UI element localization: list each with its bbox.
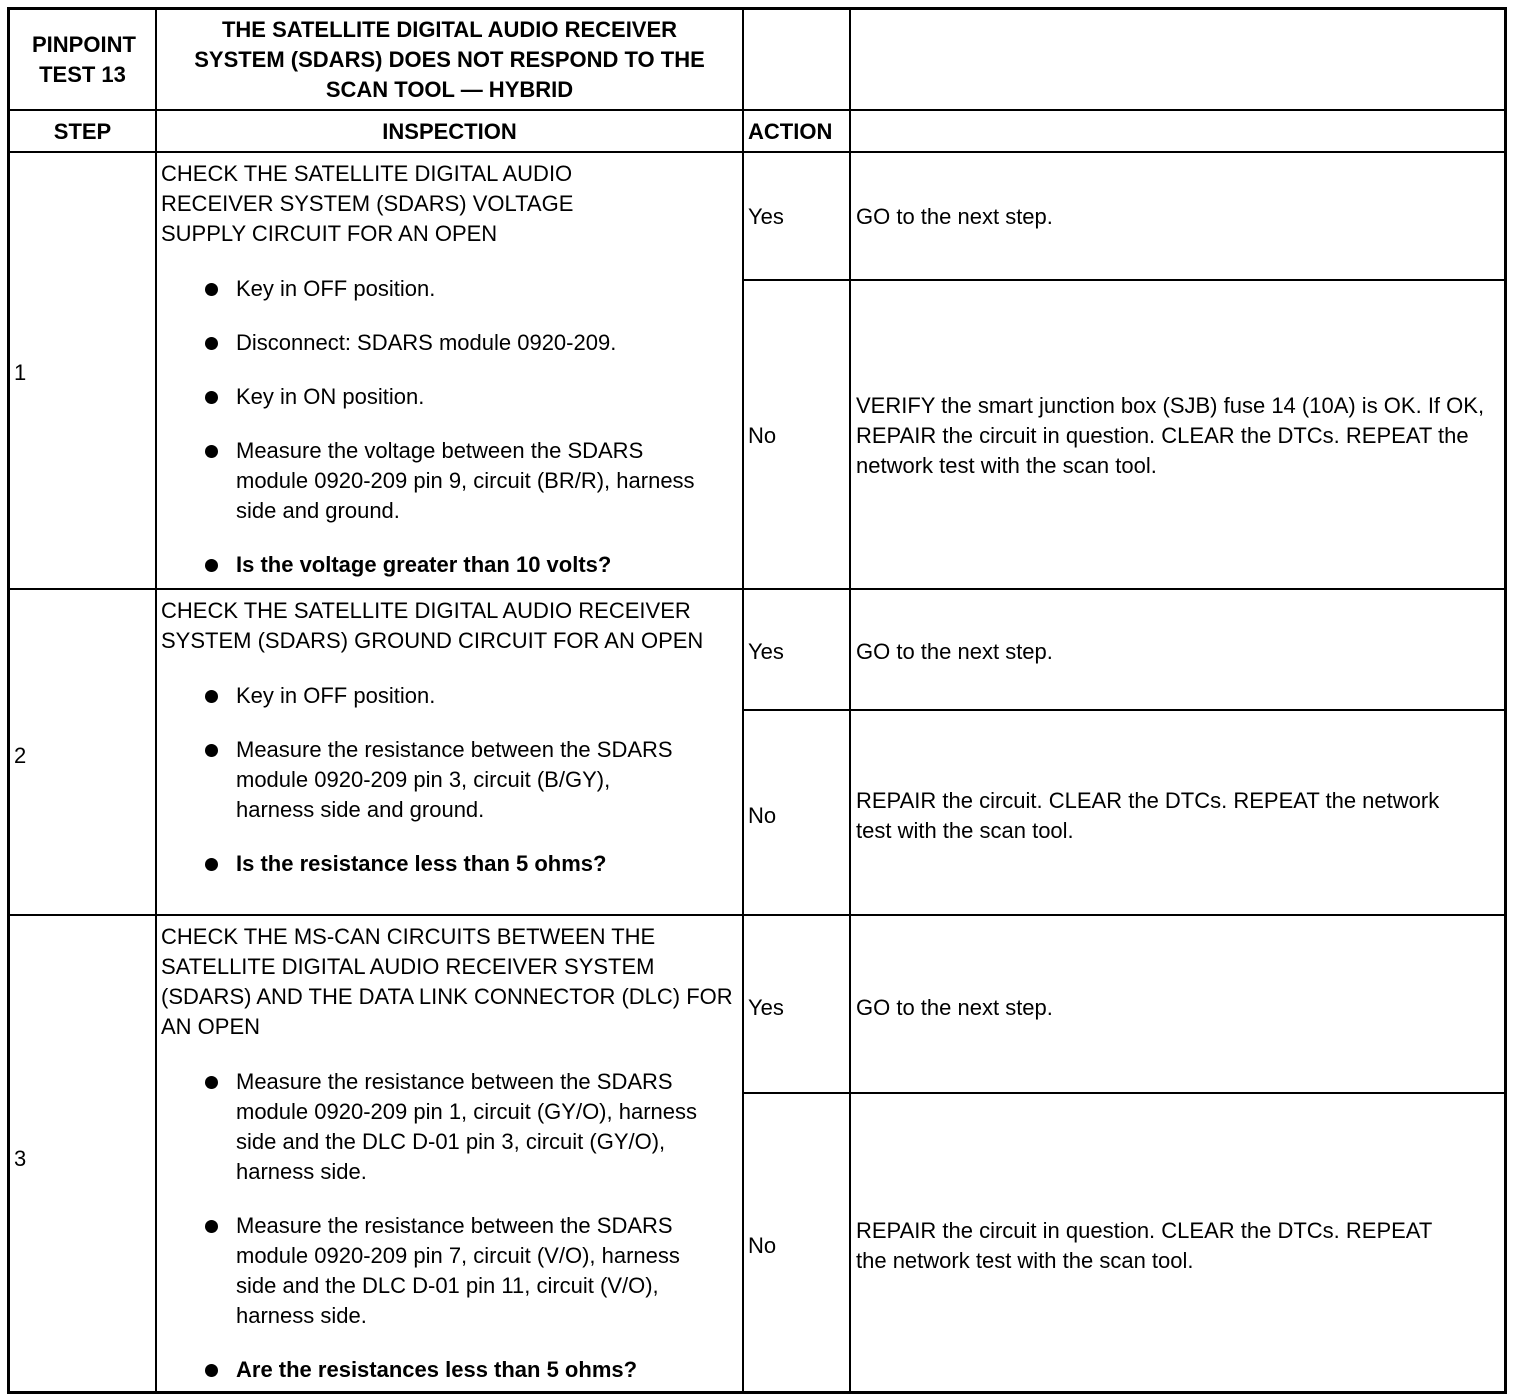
no-action: REPAIR the circuit. CLEAR the DTCs. REPEAT the network test with the scan tool. (856, 788, 1440, 843)
row-divider (10, 588, 1504, 590)
step-question: Are the resistances less than 5 ohms? (161, 1355, 741, 1385)
no-action: REPAIR the circuit in question. CLEAR the DTCs. REPEAT the network test with the scan tool. (856, 1218, 1432, 1273)
step-title: CHECK THE SATELLITE DIGITAL AUDIO RECEIVER SYSTEM (SDARS) VOLTAGE SUPPLY CIRCUIT FOR AN OPEN (161, 161, 574, 246)
instruction-item: Key in OFF position. (161, 681, 741, 711)
step-number: 1 (14, 360, 27, 385)
step-instructions (161, 274, 741, 580)
instruction-item: Measure the resistance between the SDARS module 0920-209 pin 3, circuit (B/GY), harness side and ground. (161, 735, 741, 825)
yes-label: Yes (748, 995, 784, 1020)
step-question: Is the voltage greater than 10 volts? (161, 550, 741, 580)
instruction-item: Measure the resistance between the SDARS module 0920-209 pin 1, circuit (GY/O), harness side and the DLC D-01 pin 3, circuit (GY/O), harness side. (161, 1067, 741, 1187)
step-instructions (161, 681, 741, 879)
step-number: 2 (14, 743, 27, 768)
column-divider (742, 10, 744, 1391)
instruction-item: Key in ON position. (161, 382, 741, 412)
column-header-inspection: INSPECTION (382, 119, 517, 144)
step-question: Is the resistance less than 5 ohms? (161, 849, 741, 879)
step-title: CHECK THE SATELLITE DIGITAL AUDIO RECEIVER SYSTEM (SDARS) GROUND CIRCUIT FOR AN OPEN (161, 598, 704, 653)
column-divider (849, 10, 851, 1391)
instruction-item: Measure the resistance between the SDARS module 0920-209 pin 7, circuit (V/O), harness side and the DLC D-01 pin 11, circuit (V/O), harness side. (161, 1211, 741, 1331)
column-header-action: ACTION (748, 119, 833, 144)
row-divider (10, 109, 1504, 111)
row-divider (10, 914, 1504, 916)
instruction-item: Key in OFF position. (161, 274, 741, 304)
no-label: No (748, 803, 777, 828)
yes-label: Yes (748, 639, 784, 664)
step-inspection (161, 159, 741, 580)
row-divider (742, 1092, 1504, 1094)
column-header-step: STEP (53, 119, 112, 144)
step-title: CHECK THE MS-CAN CIRCUITS BETWEEN THE SATELLITE DIGITAL AUDIO RECEIVER SYSTEM (SDARS) AND THE DATA LINK CONNECTOR (DLC) FOR AN OPEN (161, 924, 733, 1039)
no-label: No (748, 1233, 777, 1258)
step-inspection (161, 922, 741, 1385)
instruction-item: Disconnect: SDARS module 0920-209. (161, 328, 741, 358)
step-instructions (161, 1067, 741, 1385)
no-label: No (748, 423, 777, 448)
yes-label: Yes (748, 204, 784, 229)
row-divider (10, 151, 1504, 153)
column-divider (155, 10, 157, 1391)
yes-action: GO to the next step. (856, 204, 1053, 229)
step-inspection (161, 596, 741, 879)
no-action: VERIFY the smart junction box (SJB) fuse 14 (10A) is OK. If OK, REPAIR the circuit in question. CLEAR the DTCs. REPEAT the network test with the scan tool. (856, 393, 1485, 478)
test-title: THE SATELLITE DIGITAL AUDIO RECEIVER SYSTEM (SDARS) DOES NOT RESPOND TO THE SCAN TOOL — HYBRID (194, 17, 705, 102)
pinpoint-test-table (7, 7, 1507, 1394)
yes-action: GO to the next step. (856, 995, 1053, 1020)
test-id: PINPOINT TEST 13 (32, 32, 136, 87)
instruction-item: Measure the voltage between the SDARS module 0920-209 pin 9, circuit (BR/R), harness side and ground. (161, 436, 741, 526)
step-number: 3 (14, 1146, 27, 1171)
row-divider (742, 709, 1504, 711)
yes-action: GO to the next step. (856, 639, 1053, 664)
row-divider (742, 279, 1504, 281)
